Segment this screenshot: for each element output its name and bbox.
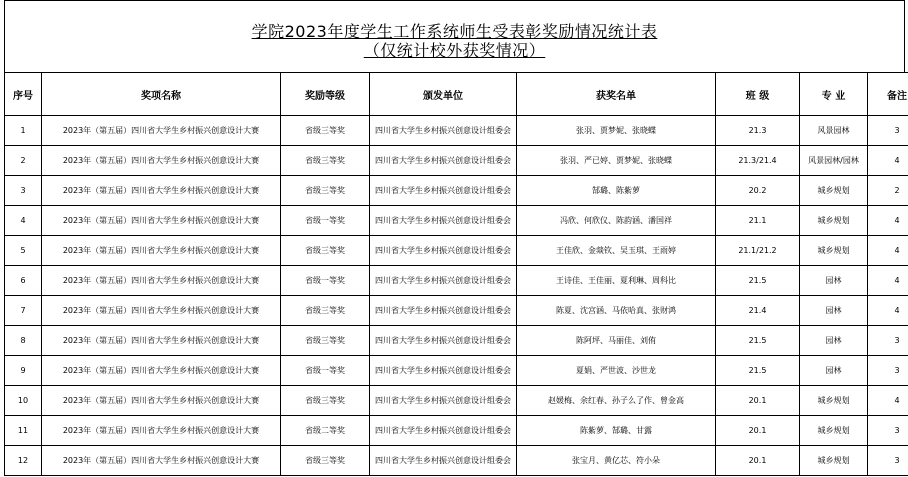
cell-index[interactable]: 5 [5,236,42,266]
cell-winners[interactable]: 王诗佳、王佳丽、夏利琳、周科比 [517,266,716,296]
cell-winners[interactable]: 赵媛梅、余红春、孙子么了作、曾金高 [517,386,716,416]
cell-issuer[interactable]: 四川省大学生乡村振兴创意设计组委会 [370,236,517,266]
spreadsheet [4,0,907,477]
table-row [5,386,908,416]
awards-table [4,72,908,476]
cell-index[interactable]: 12 [5,446,42,476]
cell-issuer[interactable]: 四川省大学生乡村振兴创意设计组委会 [370,446,517,476]
cell-award-level[interactable]: 省级三等奖 [281,176,370,206]
cell-major[interactable]: 园林 [800,266,868,296]
cell-remarks[interactable]: 3 [868,116,908,146]
header-index[interactable]: 序号 [5,73,42,116]
cell-winners[interactable]: 郜璐、陈紫萝 [517,176,716,206]
cell-award-level[interactable]: 省级三等奖 [281,296,370,326]
cell-award-level[interactable]: 省级三等奖 [281,146,370,176]
cell-remarks[interactable]: 4 [868,266,908,296]
cell-class[interactable]: 20.1 [716,386,800,416]
cell-index[interactable]: 3 [5,176,42,206]
cell-index[interactable]: 2 [5,146,42,176]
cell-winners[interactable]: 王佳欣、金燚钦、吴玉琪、王雨婷 [517,236,716,266]
cell-winners[interactable]: 张羽、严已婷、贾梦妮、张晓蝶 [517,146,716,176]
cell-remarks[interactable]: 3 [868,356,908,386]
cell-award-level[interactable]: 省级一等奖 [281,266,370,296]
cell-issuer[interactable]: 四川省大学生乡村振兴创意设计组委会 [370,416,517,446]
table-row [5,356,908,386]
cell-issuer[interactable]: 四川省大学生乡村振兴创意设计组委会 [370,266,517,296]
cell-winners[interactable]: 夏娟、严世波、沙世龙 [517,356,716,386]
cell-winners[interactable]: 张宝月、黄亿芯、符小朵 [517,446,716,476]
cell-major[interactable]: 城乡规划 [800,446,868,476]
table-row [5,296,908,326]
cell-major[interactable]: 风景园林 [800,116,868,146]
cell-award-name[interactable]: 2023年（第五届）四川省大学生乡村振兴创意设计大赛 [42,146,281,176]
header-major[interactable]: 专 业 [800,73,868,116]
cell-award-name[interactable]: 2023年（第五届）四川省大学生乡村振兴创意设计大赛 [42,356,281,386]
header-class[interactable]: 班 级 [716,73,800,116]
header-issuer[interactable]: 颁发单位 [370,73,517,116]
cell-remarks[interactable]: 4 [868,296,908,326]
cell-remarks[interactable]: 2 [868,176,908,206]
cell-award-name[interactable]: 2023年（第五届）四川省大学生乡村振兴创意设计大赛 [42,296,281,326]
table-row [5,176,908,206]
cell-major[interactable]: 城乡规划 [800,176,868,206]
cell-major[interactable]: 园林 [800,326,868,356]
header-award-level[interactable]: 奖励等级 [281,73,370,116]
cell-remarks[interactable]: 3 [868,416,908,446]
cell-major[interactable]: 城乡规划 [800,206,868,236]
table-row [5,146,908,176]
cell-class[interactable]: 20.2 [716,176,800,206]
cell-class[interactable]: 20.1 [716,416,800,446]
cell-award-name[interactable]: 2023年（第五届）四川省大学生乡村振兴创意设计大赛 [42,266,281,296]
header-row [5,73,908,116]
cell-award-level[interactable]: 省级一等奖 [281,206,370,236]
cell-class[interactable]: 21.4 [716,296,800,326]
cell-remarks[interactable]: 3 [868,446,908,476]
cell-issuer[interactable]: 四川省大学生乡村振兴创意设计组委会 [370,206,517,236]
cell-award-level[interactable]: 省级三等奖 [281,446,370,476]
cell-award-name[interactable]: 2023年（第五届）四川省大学生乡村振兴创意设计大赛 [42,386,281,416]
cell-index[interactable]: 7 [5,296,42,326]
cell-award-level[interactable]: 省级三等奖 [281,236,370,266]
cell-award-name[interactable]: 2023年（第五届）四川省大学生乡村振兴创意设计大赛 [42,116,281,146]
cell-issuer[interactable]: 四川省大学生乡村振兴创意设计组委会 [370,116,517,146]
cell-award-level[interactable]: 省级二等奖 [281,416,370,446]
cell-class[interactable]: 21.1 [716,206,800,236]
cell-index[interactable]: 9 [5,356,42,386]
cell-major[interactable]: 风景园林/园林 [800,146,868,176]
cell-index[interactable]: 4 [5,206,42,236]
table-row [5,416,908,446]
cell-class[interactable]: 21.5 [716,356,800,386]
cell-award-name[interactable]: 2023年（第五届）四川省大学生乡村振兴创意设计大赛 [42,446,281,476]
cell-class[interactable]: 21.3/21.4 [716,146,800,176]
sheet-title: 学院2023年度学生工作系统师生受表彰奖励情况统计表 [251,22,658,41]
cell-award-level[interactable]: 省级三等奖 [281,386,370,416]
cell-index[interactable]: 10 [5,386,42,416]
cell-issuer[interactable]: 四川省大学生乡村振兴创意设计组委会 [370,386,517,416]
cell-remarks[interactable]: 4 [868,146,908,176]
cell-remarks[interactable]: 3 [868,326,908,356]
title-cell[interactable] [4,0,905,72]
table-row [5,266,908,296]
cell-award-name[interactable]: 2023年（第五届）四川省大学生乡村振兴创意设计大赛 [42,206,281,236]
cell-class[interactable]: 21.1/21.2 [716,236,800,266]
cell-winners[interactable]: 冯欣、何欣仪、陈韵涵、潘国祥 [517,206,716,236]
cell-index[interactable]: 1 [5,116,42,146]
cell-major[interactable]: 城乡规划 [800,236,868,266]
table-row [5,236,908,266]
cell-winners[interactable]: 陈夏、沈宫涵、马依哈真、张财鸿 [517,296,716,326]
cell-award-level[interactable]: 省级三等奖 [281,116,370,146]
cell-major[interactable]: 城乡规划 [800,416,868,446]
cell-winners[interactable]: 陈阿坪、马丽佳、刘侑 [517,326,716,356]
header-winners[interactable]: 获奖名单 [517,73,716,116]
cell-award-level[interactable]: 省级三等奖 [281,326,370,356]
sheet-subtitle: （仅统计校外获奖情况） [363,41,546,60]
cell-award-name[interactable]: 2023年（第五届）四川省大学生乡村振兴创意设计大赛 [42,236,281,266]
table-row [5,446,908,476]
cell-issuer[interactable]: 四川省大学生乡村振兴创意设计组委会 [370,296,517,326]
cell-index[interactable]: 8 [5,326,42,356]
cell-issuer[interactable]: 四川省大学生乡村振兴创意设计组委会 [370,146,517,176]
cell-major[interactable]: 园林 [800,356,868,386]
cell-issuer[interactable]: 四川省大学生乡村振兴创意设计组委会 [370,356,517,386]
cell-winners[interactable]: 陈紫萝、郜璐、甘露 [517,416,716,446]
cell-index[interactable]: 6 [5,266,42,296]
cell-remarks[interactable]: 4 [868,386,908,416]
header-remarks[interactable]: 备注 [868,73,908,116]
cell-winners[interactable]: 张羽、贾梦妮、张晓蝶 [517,116,716,146]
cell-major[interactable]: 园林 [800,296,868,326]
table-row [5,326,908,356]
cell-remarks[interactable]: 4 [868,206,908,236]
cell-issuer[interactable]: 四川省大学生乡村振兴创意设计组委会 [370,326,517,356]
cell-issuer[interactable]: 四川省大学生乡村振兴创意设计组委会 [370,176,517,206]
cell-class[interactable]: 21.5 [716,266,800,296]
cell-award-level[interactable]: 省级一等奖 [281,356,370,386]
cell-award-name[interactable]: 2023年（第五届）四川省大学生乡村振兴创意设计大赛 [42,416,281,446]
cell-index[interactable]: 11 [5,416,42,446]
cell-remarks[interactable]: 4 [868,236,908,266]
cell-class[interactable]: 21.5 [716,326,800,356]
cell-class[interactable]: 21.3 [716,116,800,146]
cell-class[interactable]: 20.1 [716,446,800,476]
table-row [5,206,908,236]
cell-award-name[interactable]: 2023年（第五届）四川省大学生乡村振兴创意设计大赛 [42,326,281,356]
cell-major[interactable]: 城乡规划 [800,386,868,416]
table-row [5,116,908,146]
cell-award-name[interactable]: 2023年（第五届）四川省大学生乡村振兴创意设计大赛 [42,176,281,206]
header-award-name[interactable]: 奖项名称 [42,73,281,116]
